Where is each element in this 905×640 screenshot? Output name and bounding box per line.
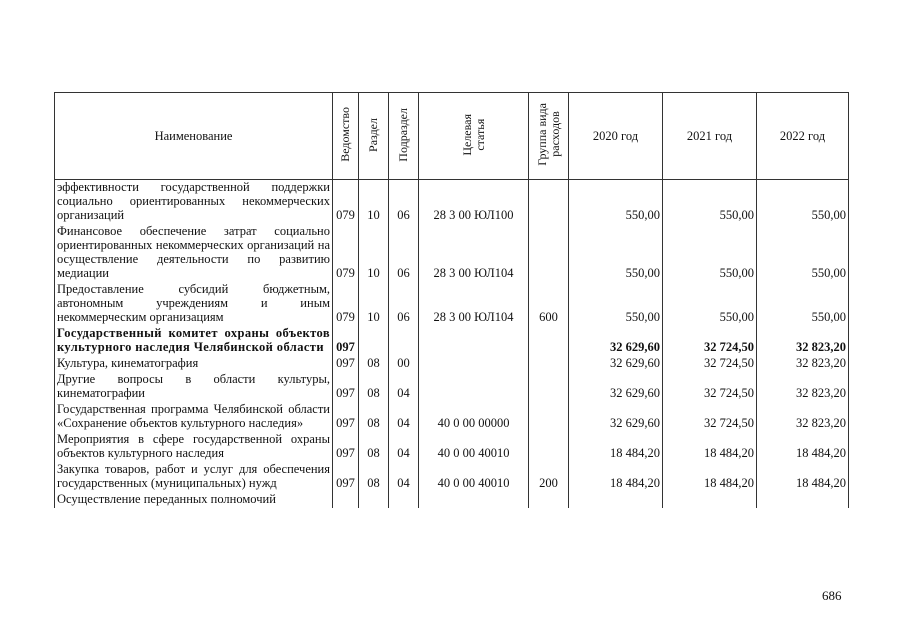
row-value-2020: 18 484,20 [569, 462, 663, 492]
row-target-article: 40 0 00 40010 [419, 462, 529, 492]
header-department: Ведомство [333, 93, 359, 180]
row-value-2020: 32 629,60 [569, 402, 663, 432]
header-section: Раздел [359, 93, 389, 180]
row-name: Государственный комитет охраны объектов культурного наследия Челябинской области [55, 326, 333, 356]
row-expense-group [529, 224, 569, 282]
row-section: 08 [359, 462, 389, 492]
row-value-2022: 18 484,20 [757, 432, 849, 462]
row-value-2020: 18 484,20 [569, 432, 663, 462]
row-department: 097 [333, 326, 359, 356]
row-value-2020: 32 629,60 [569, 372, 663, 402]
row-subsection: 04 [389, 462, 419, 492]
row-value-2021: 18 484,20 [663, 462, 757, 492]
row-target-article: 28 3 00 ЮЛ104 [419, 224, 529, 282]
row-value-2021: 32 724,50 [663, 326, 757, 356]
row-section: 08 [359, 356, 389, 372]
row-expense-group [529, 492, 569, 508]
budget-table [54, 92, 849, 508]
row-expense-group [529, 432, 569, 462]
row-expense-group: 200 [529, 462, 569, 492]
row-value-2022: 18 484,20 [757, 462, 849, 492]
row-section: 10 [359, 180, 389, 225]
row-department: 079 [333, 282, 359, 326]
row-section: 08 [359, 432, 389, 462]
table-row [55, 326, 849, 356]
header-2021: 2021 год [663, 93, 757, 180]
row-expense-group [529, 180, 569, 225]
row-department: 097 [333, 432, 359, 462]
table-header [55, 93, 849, 180]
row-value-2022: 32 823,20 [757, 402, 849, 432]
table-row [55, 282, 849, 326]
header-target-article: Целевая статья [419, 93, 529, 180]
table-row [55, 432, 849, 462]
row-name: Культура, кинематография [55, 356, 333, 372]
row-subsection [389, 492, 419, 508]
row-subsection [389, 326, 419, 356]
row-department [333, 492, 359, 508]
row-section [359, 492, 389, 508]
row-value-2022: 32 823,20 [757, 356, 849, 372]
table-row [55, 224, 849, 282]
header-expense-group: Группа вида расходов [529, 93, 569, 180]
row-value-2021: 32 724,50 [663, 402, 757, 432]
row-subsection: 06 [389, 180, 419, 225]
row-name: эффективности государственной поддержки социально ориентированных некоммерческих организаций [55, 180, 333, 225]
row-target-article [419, 372, 529, 402]
row-expense-group [529, 372, 569, 402]
row-target-article: 28 3 00 ЮЛ100 [419, 180, 529, 225]
row-value-2021: 550,00 [663, 224, 757, 282]
row-target-article: 40 0 00 00000 [419, 402, 529, 432]
header-subsection: Подраздел [389, 93, 419, 180]
header-name: Наименование [55, 93, 333, 180]
row-value-2022: 550,00 [757, 224, 849, 282]
row-subsection: 04 [389, 432, 419, 462]
table-row [55, 356, 849, 372]
row-value-2020: 32 629,60 [569, 356, 663, 372]
row-target-article: 28 3 00 ЮЛ104 [419, 282, 529, 326]
row-name: Осуществление переданных полномочий [55, 492, 333, 508]
row-subsection: 00 [389, 356, 419, 372]
row-value-2020 [569, 492, 663, 508]
table-row [55, 492, 849, 508]
table-row [55, 402, 849, 432]
row-value-2022: 32 823,20 [757, 372, 849, 402]
row-name: Другие вопросы в области культуры, кинематографии [55, 372, 333, 402]
row-expense-group [529, 356, 569, 372]
row-department: 097 [333, 462, 359, 492]
header-2022: 2022 год [757, 93, 849, 180]
row-name: Предоставление субсидий бюджетным, автономным учреждениям и иным некоммерческим организациям [55, 282, 333, 326]
row-subsection: 06 [389, 224, 419, 282]
row-expense-group [529, 326, 569, 356]
row-value-2022: 550,00 [757, 180, 849, 225]
row-expense-group [529, 402, 569, 432]
row-department: 097 [333, 402, 359, 432]
row-name: Мероприятия в сфере государственной охраны объектов культурного наследия [55, 432, 333, 462]
row-department: 097 [333, 372, 359, 402]
row-subsection: 04 [389, 372, 419, 402]
row-subsection: 06 [389, 282, 419, 326]
row-target-article: 40 0 00 40010 [419, 432, 529, 462]
row-target-article [419, 492, 529, 508]
row-section: 08 [359, 402, 389, 432]
row-value-2021: 32 724,50 [663, 372, 757, 402]
header-2020: 2020 год [569, 93, 663, 180]
row-value-2021: 550,00 [663, 282, 757, 326]
row-department: 079 [333, 224, 359, 282]
row-value-2020: 550,00 [569, 224, 663, 282]
row-value-2022: 32 823,20 [757, 326, 849, 356]
row-target-article [419, 356, 529, 372]
row-section: 08 [359, 372, 389, 402]
table-row [55, 462, 849, 492]
table-body [55, 180, 849, 509]
row-value-2021: 550,00 [663, 180, 757, 225]
row-value-2022: 550,00 [757, 282, 849, 326]
row-name: Государственная программа Челябинской области «Сохранение объектов культурного наследия» [55, 402, 333, 432]
row-value-2020: 550,00 [569, 180, 663, 225]
row-value-2021: 18 484,20 [663, 432, 757, 462]
row-section [359, 326, 389, 356]
row-value-2021 [663, 492, 757, 508]
row-department: 079 [333, 180, 359, 225]
row-name: Финансовое обеспечение затрат социально ориентированных некоммерческих организаций на осуществление деятельности по развитию медиации [55, 224, 333, 282]
row-target-article [419, 326, 529, 356]
row-department: 097 [333, 356, 359, 372]
row-name: Закупка товаров, работ и услуг для обеспечения государственных (муниципальных) нужд [55, 462, 333, 492]
row-value-2022 [757, 492, 849, 508]
page-number: 686 [822, 588, 842, 603]
row-expense-group: 600 [529, 282, 569, 326]
row-value-2021: 32 724,50 [663, 356, 757, 372]
table-row [55, 372, 849, 402]
row-value-2020: 550,00 [569, 282, 663, 326]
table-row [55, 180, 849, 225]
row-value-2020: 32 629,60 [569, 326, 663, 356]
row-section: 10 [359, 282, 389, 326]
row-subsection: 04 [389, 402, 419, 432]
row-section: 10 [359, 224, 389, 282]
